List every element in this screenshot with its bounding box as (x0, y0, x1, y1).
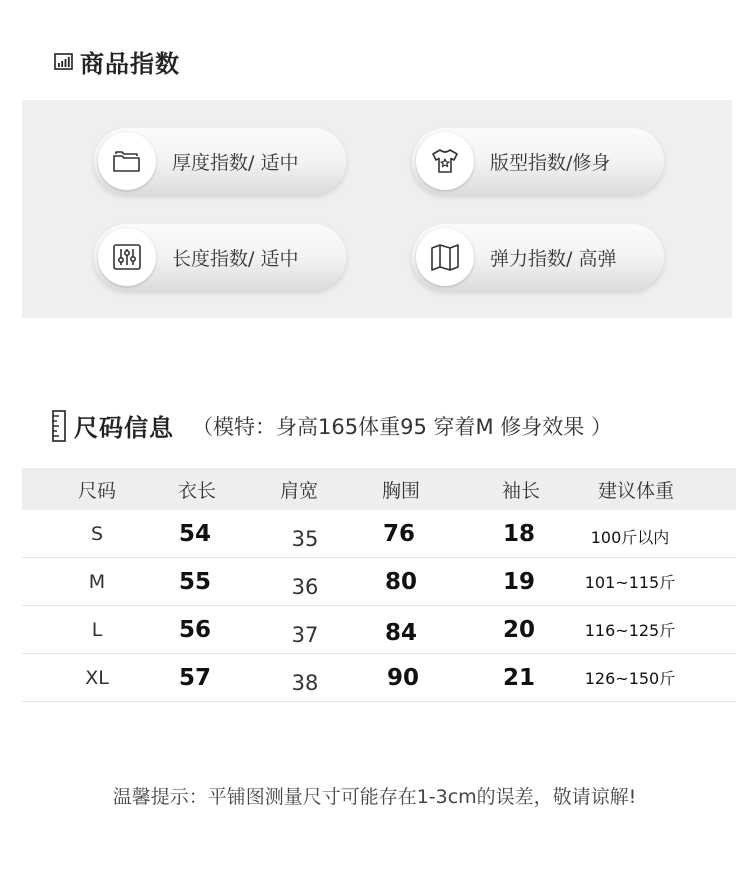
length-cell: 54 (178, 520, 211, 547)
product-index-header (54, 44, 180, 79)
fit-index (412, 128, 664, 194)
measurement-tip: 温馨提示：平铺图测量尺寸可能存在1-3cm的误差，敬请谅解! (112, 786, 637, 808)
weight-cell: 101~115斤 (584, 573, 676, 592)
table-header (22, 468, 736, 510)
table-row (22, 558, 736, 606)
elasticity-index (412, 224, 664, 290)
col-sleeve: 袖长 (501, 479, 540, 502)
sleeve-cell: 19 (502, 568, 535, 595)
thickness-index (94, 128, 346, 194)
table-row (22, 510, 736, 558)
col-shoulder: 肩宽 (279, 479, 318, 502)
col-length: 衣长 (177, 479, 216, 502)
shoulder-cell: 35 (291, 526, 319, 551)
elasticity-label: 弹力指数/ 高弹 (490, 247, 617, 270)
product-index-title: 商品指数 (80, 50, 180, 78)
bar-chart-icon (54, 53, 73, 70)
size-info-title: 尺码信息 (74, 414, 174, 442)
ruler-icon (52, 410, 66, 442)
fit-label: 版型指数/修身 (490, 151, 611, 174)
length-cell: 56 (178, 616, 211, 643)
sleeve-cell: 21 (502, 664, 535, 691)
table-row (22, 654, 736, 702)
length-cell: 57 (178, 664, 211, 691)
model-note: （模特：身高165体重95 穿着M 修身效果 ） (192, 414, 612, 439)
folder-icon (110, 144, 144, 178)
map-icon (428, 240, 462, 274)
length-label: 长度指数/ 适中 (172, 247, 299, 270)
shoulder-cell: 38 (291, 670, 319, 695)
chest-cell: 80 (384, 568, 417, 595)
weight-cell: 100斤以内 (590, 528, 670, 547)
size-info-header (52, 408, 612, 443)
shoulder-cell: 36 (291, 574, 319, 599)
col-chest: 胸围 (381, 479, 420, 502)
sliders-icon (110, 240, 144, 274)
length-cell: 55 (178, 568, 211, 595)
table-row (22, 606, 736, 654)
tshirt-icon (428, 144, 462, 178)
size-table (22, 468, 736, 702)
shoulder-cell: 37 (291, 622, 319, 647)
size-cell: L (91, 618, 103, 641)
size-cell: XL (85, 666, 109, 689)
size-cell: S (90, 522, 104, 545)
chest-cell: 76 (382, 520, 415, 547)
chest-cell: 90 (386, 664, 419, 691)
col-weight: 建议体重 (597, 479, 674, 502)
weight-cell: 126~150斤 (584, 669, 676, 688)
sleeve-cell: 18 (502, 520, 535, 547)
size-cell: M (88, 570, 106, 593)
thickness-label: 厚度指数/ 适中 (172, 151, 299, 174)
sleeve-cell: 20 (502, 616, 535, 643)
col-size: 尺码 (77, 479, 116, 502)
length-index (94, 224, 346, 290)
product-index-panel (22, 100, 732, 318)
chest-cell: 84 (384, 619, 417, 646)
weight-cell: 116~125斤 (584, 621, 676, 640)
